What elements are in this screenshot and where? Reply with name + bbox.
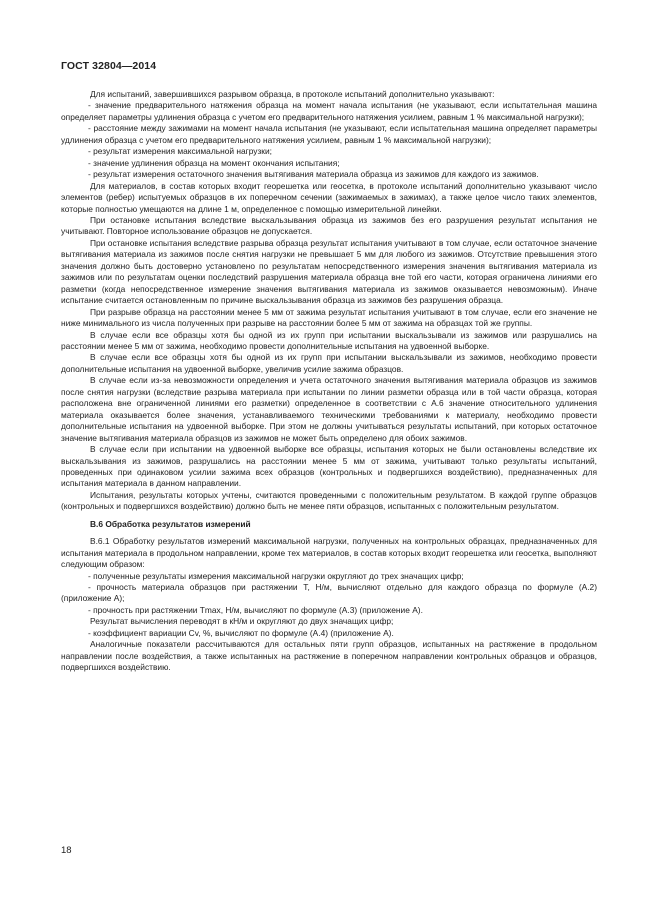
paragraph: В.6.1 Обработку результатов измерений максимальной нагрузки, полученных на контрольных образцах, предназначенных для испытания материала в продольном направлении, кроме тех материалов, в состав которых входит георешетка или геосетка, выполняют следующим образом:: [61, 536, 597, 570]
list-item: - прочность материала образцов при растяжении T, Н/м, вычисляют отдельно для каждого образца по формуле (А.2) (приложение А);: [61, 582, 597, 604]
document-body: [61, 89, 597, 674]
paragraph: В случае если из-за невозможности определения и учета остаточного значения вытягивания материала образцов из зажимов после снятия нагрузки (вследствие разрыва материала при испытании по линии разметки образца или в той части образца, которая расположена вне ограниченной линиями его разметки) определенное в соответствии с А.6 значение относительного удлинения материала оказывается более значения, устанавливаемого техническими требованиями к материалу, необходимо провести дополнительные испытания на удвоенной выборке. При этом не должны учитываться результаты испытаний, при которых остаточное значение вытягивания материала образцов из зажимов не может быть определено для обоих зажимов.: [61, 375, 597, 443]
list-item: - полученные результаты измерения максимальной нагрузки округляют до трех значащих цифр;: [88, 570, 464, 581]
section-heading: В.6 Обработка результатов измерений: [90, 518, 251, 529]
list-item: - результат измерения максимальной нагрузки;: [88, 146, 272, 157]
paragraph: Для материалов, в состав которых входит георешетка или геосетка, в протоколе испытаний дополнительно указывают число элементов (ребер) испытуемых образцов в их поперечном сечении (зажимаемых в зажимах), а также целое число таких элементов, которые полностью умещаются на длине 1 м, определенное с помощью измерительной линейки.: [61, 180, 597, 214]
paragraph: При остановке испытания вследствие разрыва образца результат испытания учитывают в том случае, если остаточное значение вытягивания материала из зажимов после снятия нагрузки не превышает 5 мм для любого из зажимов. Отсутствие превышения этого значения должно быть достоверно установлено по результатам непосредственного измерения значения вытягивания материала из зажимов или по результатам оценки последствий разрушения материала образца вне той его части, которая ограничена линиями его разметки (когда непосредственное измерение значения вытягивания материала из зажимов оказывается невозможным). Иначе испытание считается остановленным по причине выскальзывания образца из зажимов без разрушения образца.: [61, 237, 597, 306]
list-item: - значение удлинения образца на момент окончания испытания;: [88, 157, 340, 168]
paragraph: В случае если все образцы хотя бы одной из их групп при испытании выскальзывали из зажимов, необходимо провести дополнительные испытания на удвоенной выборке, увеличив усилие зажима образцов.: [61, 352, 597, 374]
list-item: - результат измерения остаточного значения вытягивания материала образца из зажимов для каждого из зажимов.: [88, 169, 539, 180]
paragraph: Результат вычисления переводят в кН/м и округляют до двух значащих цифр;: [90, 616, 394, 627]
paragraph: В случае если при испытании на удвоенной выборке все образцы, испытания которых не были остановлены вследствие их выскальзывания из зажимов, разрушались на расстоянии менее 5 мм от зажима, учитывают только результаты испытаний, проведенных при одинаковом усилии зажима всех образцов (контрольных и подвергшихся воздействию), предназначенных для испытания материала в данном направлении.: [61, 444, 597, 489]
paragraph: В случае если все образцы хотя бы одной из их групп при испытании выскальзывали из зажимов или разрушались на расстоянии менее 5 мм от зажима, необходимо провести дополнительные испытания на удвоенной выборке.: [61, 329, 597, 351]
paragraph: Для испытаний, завершившихся разрывом образца, в протоколе испытаний дополнительно указывают:: [90, 89, 495, 99]
page-number: 18: [61, 845, 72, 856]
paragraph: Аналогичные показатели рассчитываются для остальных пяти групп образцов, испытанных на растяжение в продольном направлении после воздействия, а также испытанных на растяжение в поперечном направлении контрольных образцов и образцов, подвергшихся воздействию.: [61, 639, 597, 673]
paragraph: При разрыве образца на расстоянии менее 5 мм от зажима результат испытания учитывают в том случае, если его значение не ниже минимального из числа полученных при разрыве на расстоянии более 5 мм от зажима на образцах той же группы.: [61, 306, 597, 329]
list-item: - коэффициент вариации Cv, %, вычисляют по формуле (А.4) (приложение А).: [88, 627, 394, 638]
paragraph: При остановке испытания вследствие выскальзывания образца из зажимов без его разрушения результат испытания не учитывают. Повторное использование образцов не допускается.: [61, 214, 597, 237]
paragraph: Испытания, результаты которых учтены, считаются проведенными с положительным результатом. В каждой группе образцов (контрольных и подвергшихся воздействию) должно быть не менее пяти образцов, испытанных с положительным результатом.: [61, 489, 597, 512]
list-item: - значение предварительного натяжения образца на момент начала испытания (не указывают, если испытательная машина определяет параметры удлинения образца с учетом его предварительного натяжения усилием, равным 1 % максимальной нагрузки);: [61, 100, 597, 122]
list-item: - прочность при растяжении Tmax, Н/м, вычисляют по формуле (А.3) (приложение А).: [88, 604, 423, 615]
list-item: - расстояние между зажимами на момент начала испытания (не указывают, если испытательная машина определяет параметры удлинения образца с учетом его предварительного натяжения усилием, равным 1 % максимальной нагрузки);: [61, 123, 597, 145]
page-header: ГОСТ 32804—2014: [61, 60, 157, 72]
